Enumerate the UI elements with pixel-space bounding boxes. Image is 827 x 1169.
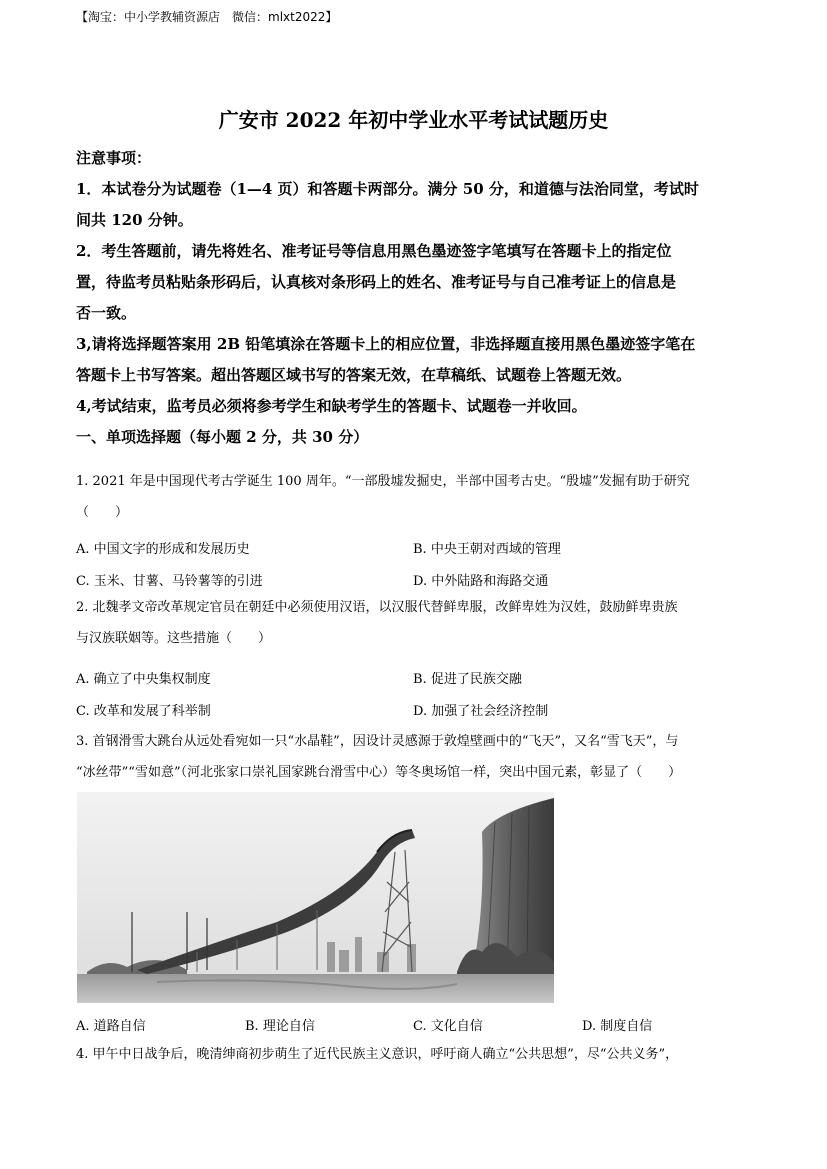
page-title: 广安市 2022 年初中学业水平考试试题历史 [218,108,609,132]
notice-line: 间共 120 分钟。 [76,211,193,229]
q3-option-b: B. 理论自信 [245,1019,315,1034]
q1-option-b: B. 中央王朝对西域的管理 [413,542,561,557]
q2-option-a: A. 确立了中央集权制度 [76,672,211,687]
notice-section [76,143,756,453]
notice-line: 1．本试卷分为试题卷（1—4 页）和答题卡两部分。满分 50 分，和道德与法治同堂，考试时 [76,180,699,198]
notice-line: 3,请将选择题答案用 2B 铅笔填涂在答题卡上的相应位置，非选择题直接用黑色墨迹签字笔在 [76,335,696,353]
notice-line: 4,考试结束，监考员必须将参考学生和缺考学生的答题卡、试题卷一并收回。 [76,397,587,415]
notice-line: 置，待监考员粘贴条形码后，认真核对条形码上的姓名、准考证号与自己准考证上的信息是 [76,273,677,291]
header-note: 【淘宝：中小学教辅资源店 微信：mlxt2022】 [76,10,338,24]
question-3 [76,726,756,788]
q3-option-a: A. 道路自信 [76,1019,146,1034]
question-2 [76,592,756,654]
q2-option-d: D. 加强了社会经济控制 [413,704,549,719]
notice-heading: 注意事项： [76,149,152,167]
question-text: 1. 2021 年是中国现代考古学诞生 100 周年。“一部殷墟发掘史，半部中国考古史。“殷墟”发掘有助于研究 [76,474,690,489]
question-4 [76,1039,756,1070]
q1-option-a: A. 中国文字的形成和发展历史 [76,542,250,557]
question-1 [76,466,756,528]
q2-option-b: B. 促进了民族交融 [413,672,522,687]
question-text: 3. 首钢滑雪大跳台从远处看宛如一只“水晶鞋”，因设计灵感源于敦煌壁画中的“飞天”，又名“雪飞天”，与 [76,734,679,749]
question-text: 4. 甲午中日战争后，晚清绅商初步萌生了近代民族主义意识，呼吁商人确立“公共思想”，尽“公共义务”， [76,1047,679,1062]
question-text: （ ） [76,505,129,520]
notice-line: 否一致。 [76,304,137,322]
q2-option-c: C. 改革和发展了科举制 [76,704,211,719]
question-text: 2. 北魏孝文帝改革规定官员在朝廷中必须使用汉语，以汉服代替鲜卑服，改鲜卑姓为汉姓，鼓励鲜卑贵族 [76,600,678,615]
section-heading: 一、单项选择题（每小题 2 分，共 30 分） [76,428,369,446]
q3-option-c: C. 文化自信 [413,1019,483,1034]
q3-option-d: D. 制度自信 [582,1019,653,1034]
notice-line: 2．考生答题前，请先将姓名、准考证号等信息用黑色墨迹签字笔填写在答题卡上的指定位 [76,242,672,260]
question-text: 与汉族联姻等。这些措施（ ） [76,631,272,646]
ski-jump-photo [77,792,554,1003]
q1-option-d: D. 中外陆路和海路交通 [413,574,549,589]
question-text: “冰丝带”“雪如意”（河北张家口崇礼国家跳台滑雪中心）等冬奥场馆一样，突出中国元素，彰显了（ ） [76,765,682,780]
notice-line: 答题卡上书写答案。超出答题区域书写的答案无效，在草稿纸、试题卷上答题无效。 [76,366,632,384]
q1-option-c: C. 玉米、甘薯、马铃薯等的引进 [76,574,263,589]
